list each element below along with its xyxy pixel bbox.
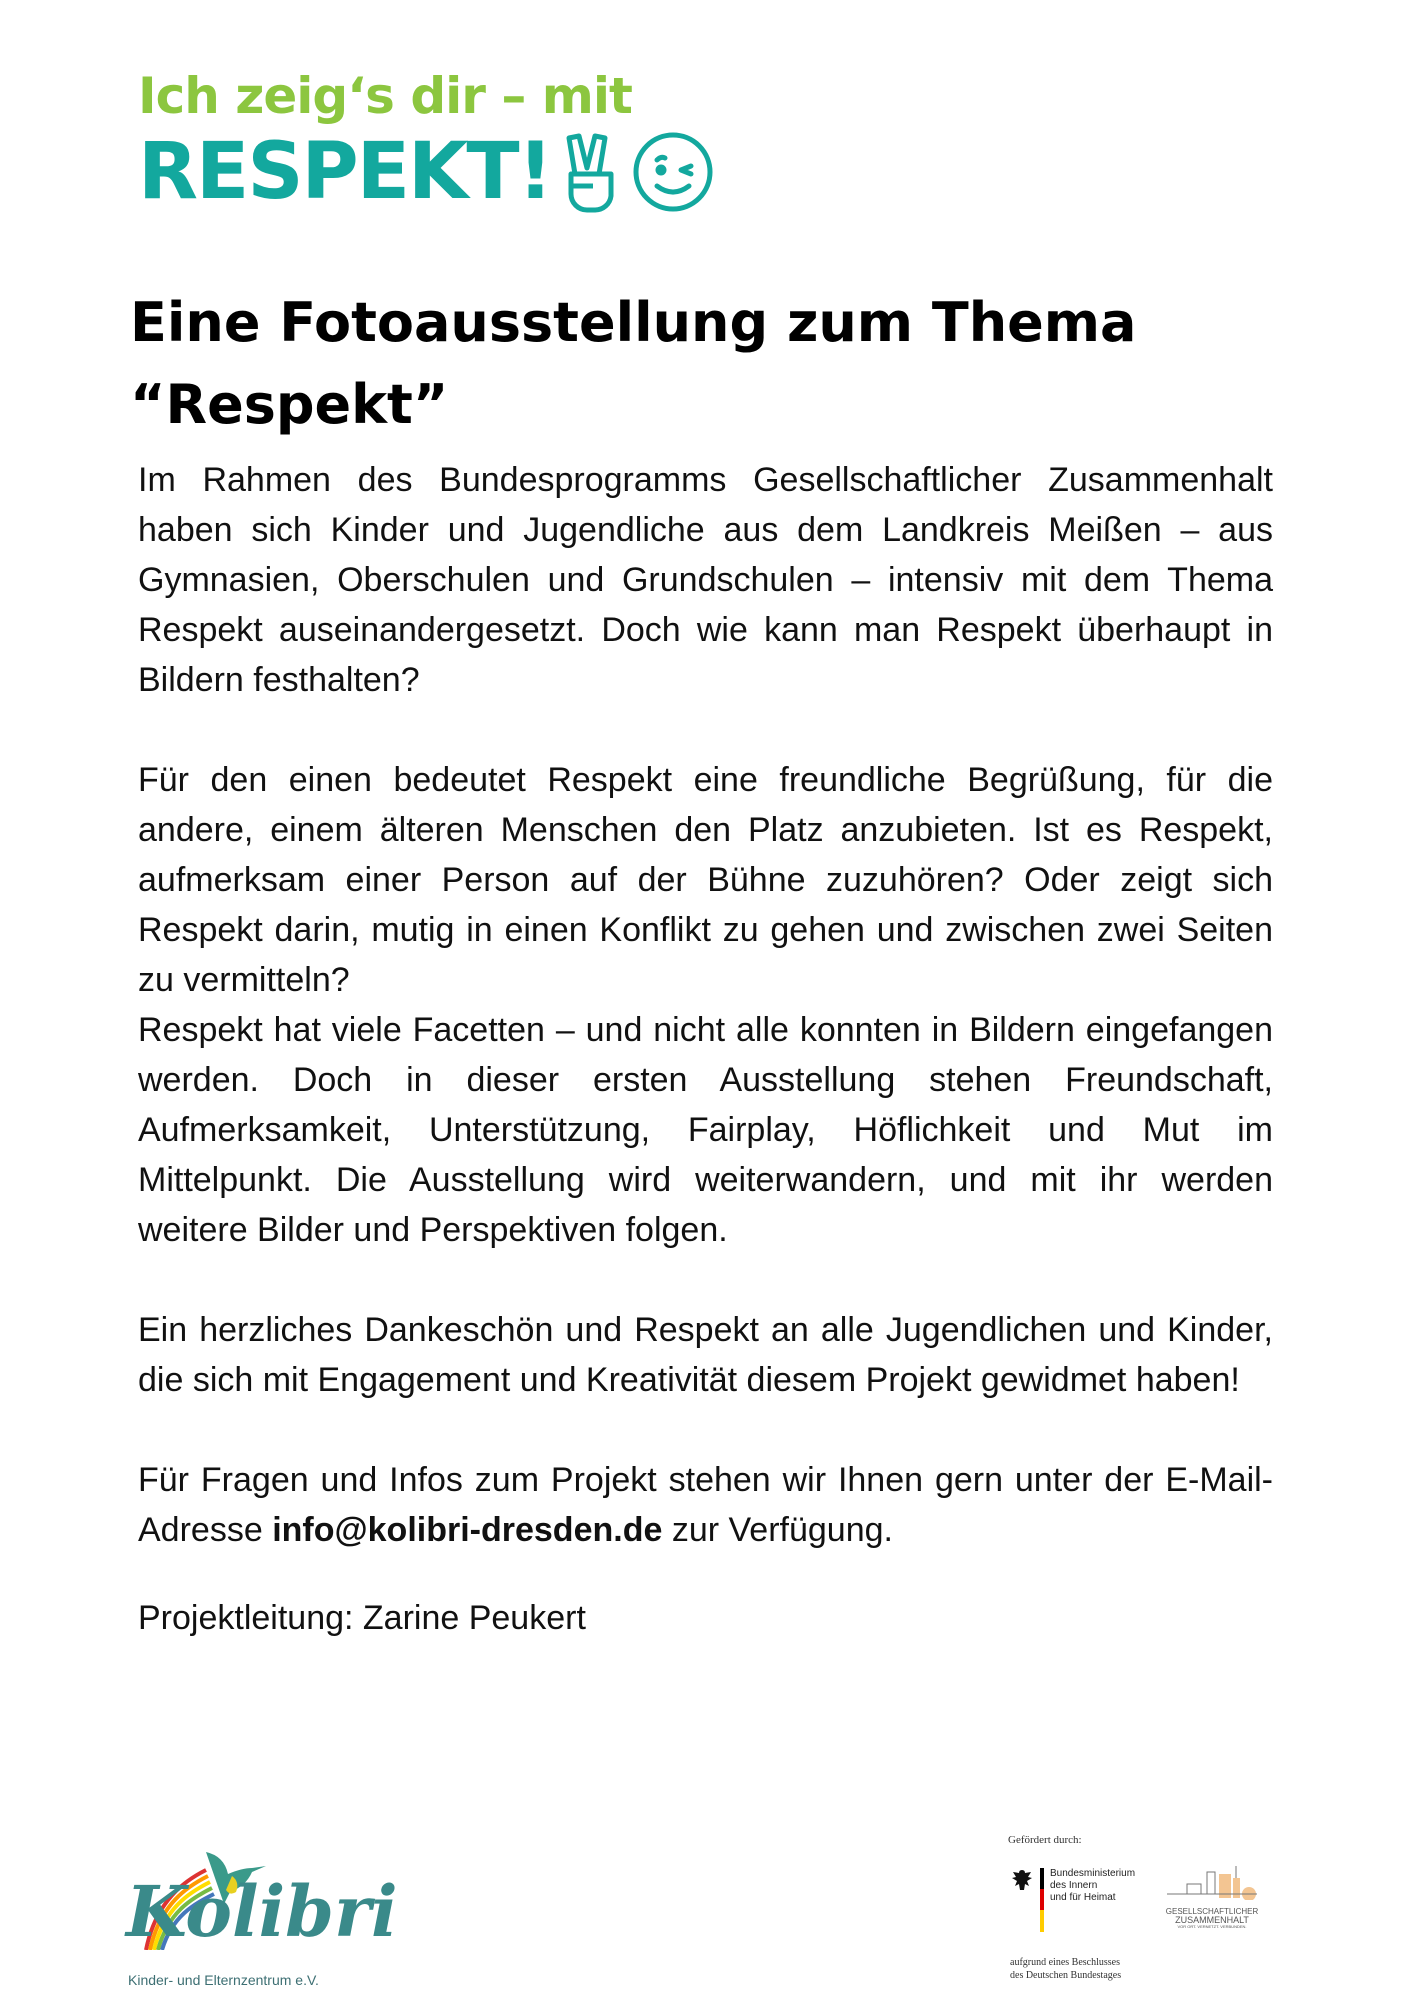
paragraph-meaning: Für den einen bedeutet Respekt eine freundliche Begrüßung, für die andere, einem älteren Menschen den Platz anzubieten. Ist es Respekt, aufmerksam einer Person auf der Bühne zuzuhören? Oder zeigt sich Respekt darin, mutig in einen Konflikt zu gehen und zwischen zwei Seiten zu vermitteln?	[138, 761, 1273, 999]
city-skyline-icon	[1167, 1864, 1257, 1900]
page-title	[130, 282, 1280, 446]
paragraph-thanks: Ein herzliches Dankeschön und Respekt an alle Jugendlichen und Kinder, die sich mit Engagement und Kreativität diesem Projekt gewidmet haben!	[138, 1311, 1273, 1399]
peace-hand-icon	[561, 130, 621, 214]
body-text	[138, 455, 1273, 1643]
paragraph-contact	[138, 1455, 1273, 1555]
title-line-1: Eine Fotoausstellung zum Thema	[130, 291, 1137, 354]
logo-respekt: RESPEKT!	[138, 127, 552, 217]
kolibri-subtitle: Kinder- und Elternzentrum e.V.	[128, 1972, 319, 1988]
title-line-2: “Respekt”	[130, 373, 449, 436]
ministry-logo	[1010, 1868, 1135, 1932]
funding-basis-2: des Deutschen Bundestages	[1010, 1970, 1122, 1981]
federal-eagle-icon	[1010, 1868, 1034, 1892]
paragraph-intro: Im Rahmen des Bundesprogramms Gesellschaftlicher Zusammenhalt haben sich Kinder und Jugendliche aus dem Landkreis Meißen – aus Gymnasien, Oberschulen und Grundschulen – intensiv mit dem Thema Respekt auseinandergesetzt. Doch wie kann man Respekt überhaupt in Bildern festhalten?	[138, 461, 1273, 699]
winking-smiley-icon	[631, 130, 715, 214]
paragraph-facets: Respekt hat viele Facetten – und nicht alle konnten in Bildern eingefangen werden. Doch in dieser ersten Ausstellung stehen Freundschaft, Aufmerksamkeit, Unterstützung, Fairplay, Höflichkeit und Mut im Mittelpunkt. Die Ausstellung wird weiterwandern, und mit ihr werden weitere Bilder und Perspektiven folgen.	[138, 1011, 1273, 1249]
contact-text-end: zur Verfügung.	[662, 1511, 893, 1549]
program-logo	[1162, 1864, 1262, 1929]
kolibri-logo	[126, 1840, 398, 1990]
program-tagline: VOR ORT. VERNETZT. VERBUNDEN.	[1177, 1924, 1247, 1929]
ministry-name-3: und für Heimat	[1050, 1892, 1116, 1903]
project-lead: Projektleitung: Zarine Peukert	[138, 1599, 586, 1637]
german-flag-bar	[1040, 1868, 1044, 1932]
program-name-2: ZUSAMMENHALT	[1175, 1915, 1249, 1925]
contact-text: Für Fragen und Infos zum Projekt stehen wir Ihnen gern unter der E-Mail-Adresse	[138, 1461, 1273, 1549]
funding-basis-1: aufgrund eines Beschlusses	[1010, 1957, 1120, 1968]
kolibri-wordmark: Kolibri	[126, 1870, 398, 1953]
funding-notice	[1008, 1834, 1288, 1984]
respekt-campaign-logo	[138, 67, 715, 217]
logo-tagline: Ich zeig‘s dir – mit	[138, 67, 632, 125]
funding-label: Gefördert durch:	[1008, 1834, 1082, 1846]
email-link[interactable]: info@kolibri-dresden.de	[272, 1511, 663, 1549]
ministry-name-2: des Innern	[1050, 1880, 1098, 1891]
ministry-name-1: Bundesministerium	[1050, 1868, 1136, 1879]
program-name-1: GESELLSCHAFTLICHER	[1165, 1907, 1259, 1916]
